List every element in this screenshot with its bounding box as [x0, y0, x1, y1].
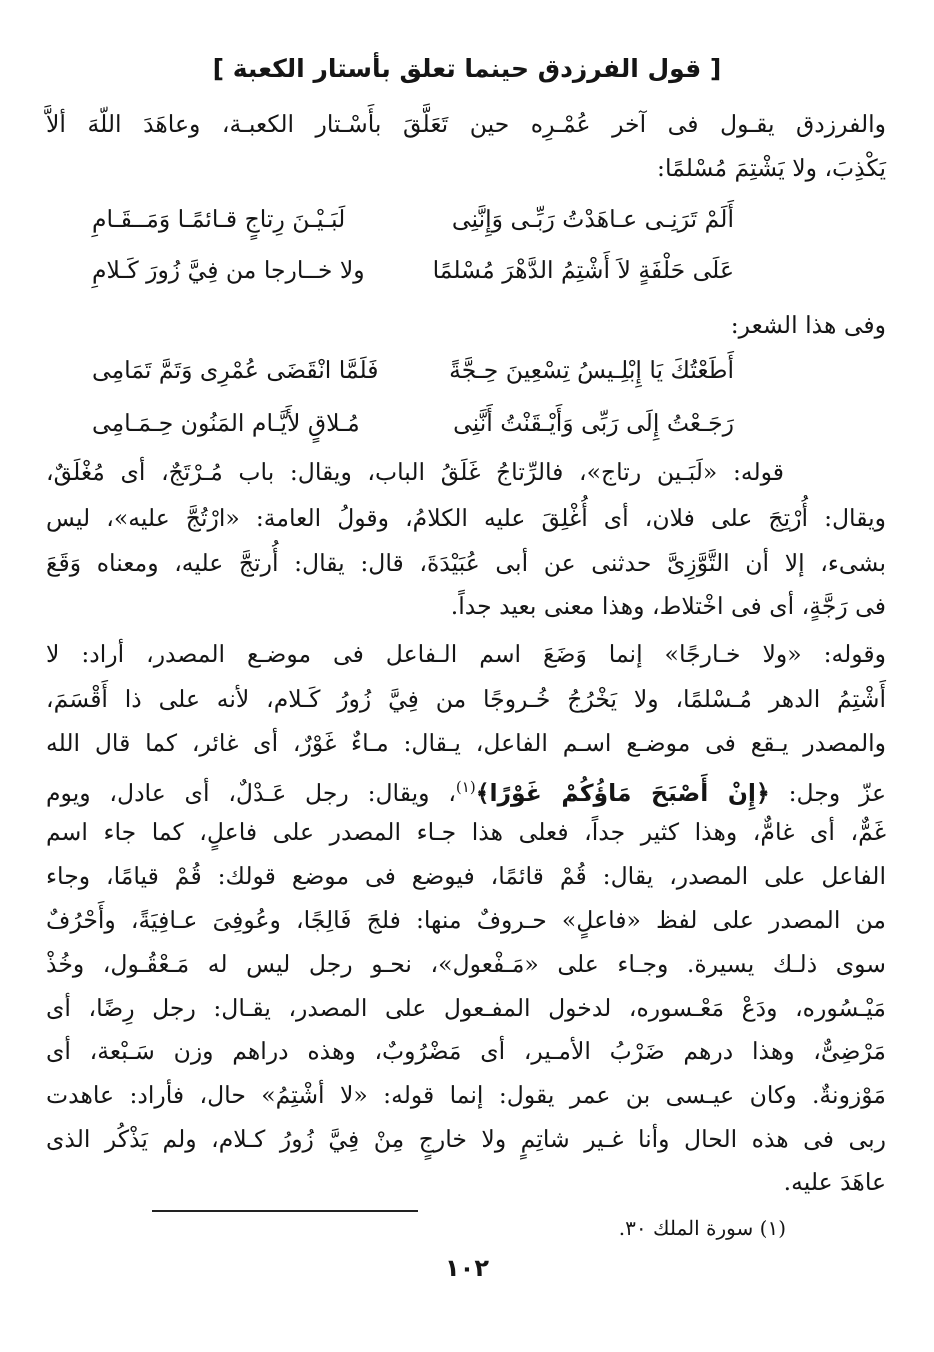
text-line: مَرْضِىٌّ، وهذا درهم ضَرْبُ الأمـير، أى مَضْرُوبٌ، وهذه دراهم وزن سَـبْعة، أى — [46, 1037, 886, 1065]
text-line: غَمٌّ، أى غامٌّ، وهذا كثير جداً، فعلى هذا جـاء المصدر على فاعلٍ، كما جاء اسم — [46, 818, 886, 846]
verse-first-hemistich: عَلَى حَلْفَةٍ لاَ أَشْتِمُ الدَّهْرَ مُسْلمًا — [432, 256, 734, 284]
text-line: والمصدر يـقع فى موضـع اسـم الفاعل، يـقال: مـاءٌ غَوْرٌ، أى غائر، كما قال الله — [46, 729, 886, 757]
quran-verse: ﴿إِنْ أَصْبَحَ مَاؤُكُمْ غَوْرًا﴾ — [475, 778, 770, 807]
text-line: أَشْتِمُ الدهر مُـسْلمًا، ولا يَخْرُجُ خُـروجًا من فِيَّ زُورُ كَـلام، لأنه على ذا أَقْسَمَ، — [46, 685, 886, 713]
verse-second-hemistich: لَبَـيْـنَ رِتاجٍ قـائمًـا وَمَــقَـامِ — [92, 205, 346, 233]
text-line: والفرزدق يقـول فى آخر عُمْـرِه حين تَعَلَّقَ بأَسْـتار الكعبـة، وعاهَدَ اللّهَ ألاَّ — [46, 110, 886, 138]
section-title: [ قول الفرزدق حينما تعلق بأستار الكعبة ] — [212, 54, 722, 83]
text-line: قوله: «لَبَـين رتاج»، فالرِّتاجُ غَلَقُ الباب، ويقال: باب مُـرْتَجٌ، أى مُغْلَقٌ، — [46, 458, 784, 486]
verse-second-hemistich: مُـلاقٍ لأَيَّـام المَنُون حِـمَـامِى — [92, 409, 360, 437]
text-line: الفاعل على المصدر، يقال: قُمْ قائمًا، فيوضع فى موضع قولك: قُمْ قيامًا، وجاء — [46, 862, 886, 890]
text-line: يَكْذِبَ، ولا يَشْتِمَ مُسْلمًا: — [657, 154, 886, 182]
verse-first-hemistich: رَجَـعْتُ إِلَى رَبِّى وَأَيْـقَنْتُ أَنَّنِى — [453, 409, 734, 437]
text-line: وقوله: «ولا خـارجًا» إنما وَضَعَ اسم الـفاعل فى موضـع المصدر، أراد: لا — [46, 640, 886, 668]
text-line: ويقال: أُرْتِجَ على فلان، أى أُغْلِقَ عليه الكلامُ، وقولُ العامة: «ارْتُجَّ عليه»، ليس — [46, 504, 886, 532]
text-line: مَيْـسُوره، ودَعْ مَعْـسوره، لدخول المفـعول على المصدر، يقـال: رجل رِضًا، أى — [46, 994, 886, 1022]
text-line: ربى فى هذه الحال وأنا غـير شاتِمٍ ولا خارجٍ مِنْ فِيَّ زُورُ كـلام، ولم يَذْكُر الذى — [46, 1125, 886, 1153]
page-number: ١٠٢ — [445, 1254, 489, 1282]
text-line: سوى ذلـك يسيرة. وجـاء على «مَـفْعول»، نحـو رجل ليس له مَـعْقُـول، وخُذْ — [46, 950, 886, 978]
text-line: عاهَدَ عليه. — [783, 1168, 886, 1196]
text-segment: ، ويقال: رجل عَـدْلٌ، أى عادل، ويوم — [46, 778, 456, 807]
text-line: وفى هذا الشعر: — [730, 311, 886, 339]
text-line: فى رَجَّةٍ، أى فى اخْتلاط، وهذا معنى بعيد جداً. — [450, 592, 886, 620]
text-line: بشىء، إلا أن التَّوَّزِىَّ حدثنى عن أبى عُبَيْدَةَ، قال: يقال: أُرتجَّ عليه، ومعناه وَقَعَ — [46, 549, 886, 577]
text-line: من المصدر على لفظ «فاعلٍ» حـروفٌ منها: فلجَ فَالِجًا، وعُوفِىَ عـافِيَةً، وأَحْرُفٌ — [46, 906, 886, 934]
verse-first-hemistich: أَطَعْتُكَ يَا إِبْلِـيسُ تِسْعِينَ حِـجَّةً — [449, 356, 734, 384]
verse-first-hemistich: أَلَمْ تَرَنِـى عـاهَدْتُ رَبِّـى وَإِنَّنِى — [451, 205, 734, 233]
footnote: (١) سورة الملك ٣٠. — [618, 1216, 786, 1240]
verse-second-hemistich: ولا خــارجا من فِيَّ زُورَ كَـلامِ — [92, 256, 365, 284]
text-line — [46, 767, 886, 813]
text-segment: عزّ وجل: — [769, 778, 887, 807]
verse-second-hemistich: فَلَمَّا انْقَضَى عُمْرِى وَتَمَّ تَمَامِى — [92, 356, 379, 384]
text-line: مَوْزونةٌ. وكان عيـسى بن عمر يقول: إنما قوله: «لا أشْتِمُ» حال، فأراد: عاهدت — [46, 1081, 886, 1109]
footnote-divider — [152, 1210, 418, 1212]
footnote-marker: (١) — [455, 778, 476, 796]
